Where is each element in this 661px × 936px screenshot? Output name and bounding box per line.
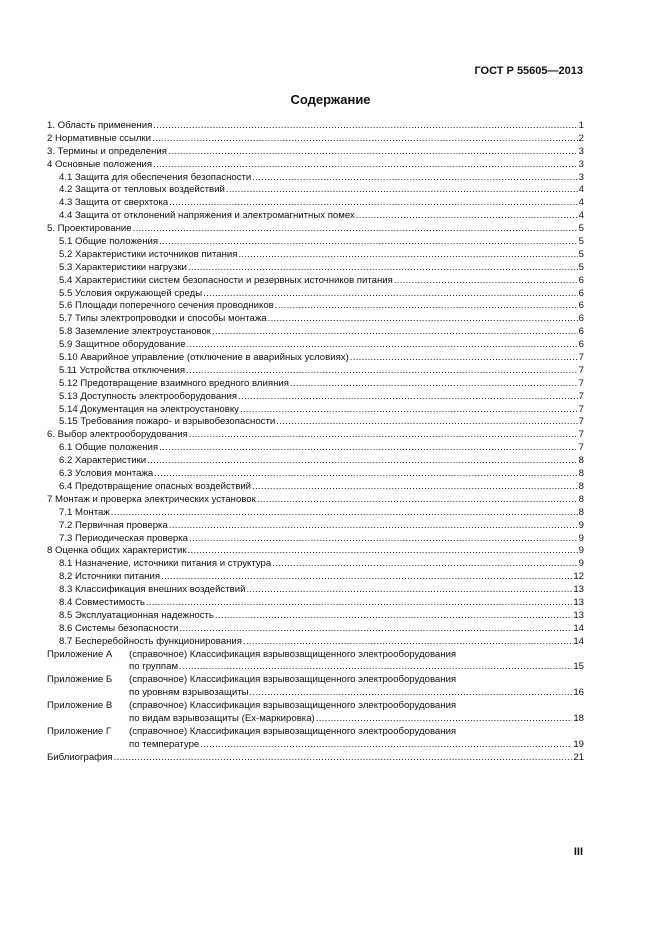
appendix-code: Приложение Г (47, 725, 112, 737)
dot-leader (186, 365, 578, 378)
toc-entry-page: 5 (578, 248, 584, 260)
toc-entry-title: 8.4 Совместимость (59, 596, 145, 608)
dot-leader (187, 339, 578, 352)
toc-entry[interactable] (47, 636, 584, 649)
dot-leader (394, 275, 578, 288)
toc-entry[interactable] (47, 365, 584, 378)
toc-entry-page: 7 (578, 352, 584, 364)
toc-entry[interactable] (47, 404, 584, 417)
toc-entry-title: 8.3 Классификация внешних воздействий (59, 584, 246, 596)
toc-entry[interactable] (47, 339, 584, 352)
toc-entry-title: 7.1 Монтаж (59, 506, 110, 518)
toc-entry-title: 6.2 Характеристики (59, 455, 147, 467)
dot-leader (316, 713, 573, 726)
toc-entry-title: 7.2 Первичная проверка (59, 519, 168, 531)
dot-leader (290, 378, 578, 391)
toc-entry-title: 7.3 Периодическая проверка (59, 532, 189, 544)
dot-leader (275, 300, 578, 313)
dot-leader (250, 687, 573, 700)
toc-entry-page: 6 (578, 313, 584, 325)
toc-entry-title: 5.11 Устройства отключения (59, 364, 186, 376)
toc-entry-page: 5 (578, 223, 584, 235)
toc-entry-page: 3 (578, 171, 584, 183)
toc-entry-title: 8.7 Бесперебойность функционирования (59, 635, 242, 647)
appendix-title-continued: по температуре (129, 738, 200, 750)
toc-entry-title: 5.15 Требования пожаро- и взрывобезопасности (59, 416, 276, 428)
dot-leader (154, 468, 577, 481)
toc-entry[interactable] (47, 133, 584, 146)
dot-leader (272, 558, 577, 571)
toc-entry-page: 6 (578, 339, 584, 351)
toc-entry-title: 5.9 Защитное оборудование (59, 339, 186, 351)
dot-leader (153, 120, 577, 133)
dot-leader (243, 636, 572, 649)
toc-entry[interactable] (47, 236, 584, 249)
toc-entry[interactable] (47, 584, 584, 597)
toc-entry-title: 5.10 Аварийное управление (отключение в аварийных условиях) (59, 352, 349, 364)
toc-entry[interactable] (47, 429, 584, 442)
toc-entry[interactable] (47, 378, 584, 391)
dot-leader (146, 597, 572, 610)
appendix-page: 19 (573, 738, 584, 750)
dot-leader (189, 533, 578, 546)
toc-entry-page: 5 (578, 236, 584, 248)
toc-entry[interactable] (47, 494, 584, 507)
standard-header: ГОСТ Р 55605—2013 (474, 65, 583, 77)
appendix-page: 16 (573, 687, 584, 699)
toc-entry[interactable] (47, 352, 584, 365)
dot-leader (161, 571, 572, 584)
dot-leader (257, 494, 578, 507)
appendix-title-continued: по уровням взрывозащиты (129, 687, 249, 699)
dot-leader (350, 352, 578, 365)
toc-entry[interactable] (47, 610, 584, 623)
toc-entry-title: 5.6 Площади поперечного сечения проводников (59, 300, 274, 312)
toc-entry[interactable] (47, 571, 584, 584)
toc-entry-title: 5.2 Характеристики источников питания (59, 248, 238, 260)
dot-leader (356, 210, 578, 223)
toc-entry[interactable] (47, 455, 584, 468)
dot-leader (111, 507, 578, 520)
toc-appendix-entry[interactable] (47, 674, 584, 700)
toc-entry-title: 4.4 Защита от отклонений напряжения и электромагнитных помех (59, 210, 355, 222)
appendix-title-continued: по видам взрывозащиты (Ех-маркировка) (129, 712, 315, 724)
dot-leader (268, 313, 578, 326)
toc-entry-title: 4 Основные положения (47, 158, 153, 170)
toc-entry-title: 4.3 Защита от сверхтока (59, 197, 169, 209)
dot-leader (212, 326, 578, 339)
toc-entry-title: 8.6 Системы безопасности (59, 622, 179, 634)
toc-entry-page: 7 (578, 416, 584, 428)
toc-appendix-entry[interactable] (47, 649, 584, 675)
toc-entry-page: 6 (578, 287, 584, 299)
appendix-code: Приложение А (47, 648, 113, 660)
toc-entry-page: 12 (573, 571, 584, 583)
toc-entry-title: 5.12 Предотвращение взаимного вредного влияния (59, 377, 289, 389)
toc-entry-title: 5.5 Условия окружающей среды (59, 287, 203, 299)
toc-entry-page: 1 (578, 120, 584, 131)
toc-entry-page: 13 (573, 596, 584, 608)
toc-entry[interactable] (47, 249, 584, 262)
dot-leader (152, 133, 578, 146)
appendix-title: (справочное) Классификация взрывозащищенного электрооборудования (129, 648, 457, 660)
toc-entry[interactable] (47, 262, 584, 275)
toc-bibliography-entry[interactable] (47, 752, 584, 765)
toc-entry[interactable] (47, 391, 584, 404)
dot-leader (238, 249, 577, 262)
toc-entry-title: 2 Нормативные ссылки (47, 132, 152, 144)
toc-entry[interactable] (47, 597, 584, 610)
dot-leader (276, 416, 577, 429)
toc-entry-page: 6 (578, 274, 584, 286)
toc-entry-title: 7 Монтаж и проверка электрических установок (47, 493, 256, 505)
toc-entry-page: 9 (578, 545, 584, 557)
dot-leader (159, 236, 578, 249)
dot-leader (252, 172, 577, 185)
toc-entry-title: 5.8 Заземление электроустановок (59, 326, 211, 338)
toc-entry-page: 6 (578, 326, 584, 338)
appendix-title: (справочное) Классификация взрывозащищенного электрооборудования (129, 725, 457, 737)
toc-entry-page: 2 (578, 132, 584, 144)
dot-leader (159, 442, 578, 455)
toc-entry-title: 3. Термины и определения (47, 145, 167, 157)
toc-entry[interactable] (47, 545, 584, 558)
dot-leader (169, 520, 578, 533)
toc-entry-title: 1. Область применения (47, 120, 153, 131)
toc-entry-title: 5.1 Общие положения (59, 236, 159, 248)
dot-leader (133, 223, 578, 236)
toc-entry-page: 14 (573, 622, 584, 634)
appendix-page: 18 (573, 712, 584, 724)
dot-leader (226, 184, 578, 197)
toc-entry[interactable] (47, 468, 584, 481)
toc-entry-page: 6 (578, 300, 584, 312)
toc-entry-page: 5 (578, 261, 584, 273)
toc-entry-title: 8.2 Источники питания (59, 571, 161, 583)
toc-entry-title: 5.14 Документация на электроустановку (59, 403, 239, 415)
toc-entry[interactable] (47, 120, 584, 133)
toc-entry-page: 7 (578, 442, 584, 454)
toc-entry-page: 8 (578, 493, 584, 505)
toc-entry[interactable] (47, 313, 584, 326)
toc-entry-title: 8.1 Назначение, источники питания и структура (59, 558, 272, 570)
toc-entry-page: 8 (578, 506, 584, 518)
toc-entry-page: 7 (578, 377, 584, 389)
toc-entry-page: 4 (578, 184, 584, 196)
toc-entry-page: 3 (578, 158, 584, 170)
toc-appendix-entry[interactable] (47, 726, 584, 752)
toc-entry-title: 4.2 Защита от тепловых воздействий (59, 184, 225, 196)
toc-entry-page: 4 (578, 210, 584, 222)
dot-leader (252, 481, 578, 494)
toc-entry-title: 8 Оценка общих характеристик (47, 545, 187, 557)
toc-entry-title: 5.4 Характеристики систем безопасности и резервных источников питания (59, 274, 393, 286)
table-of-contents (47, 120, 584, 765)
toc-entry-title: 5.13 Доступность электрооборудования (59, 390, 238, 402)
toc-entry-page: 7 (578, 364, 584, 376)
toc-entry-page: 3 (578, 145, 584, 157)
toc-entry[interactable] (47, 623, 584, 636)
toc-entry-page: 13 (573, 584, 584, 596)
toc-entry-page: 14 (573, 635, 584, 647)
toc-entry-page: 7 (578, 390, 584, 402)
toc-entry[interactable] (47, 558, 584, 571)
dot-leader (114, 752, 573, 765)
dot-leader (153, 159, 578, 172)
toc-entry-title: 5.3 Характеристики нагрузки (59, 261, 187, 273)
toc-entry-title: 6.1 Общие положения (59, 442, 159, 454)
page-number: III (573, 846, 583, 858)
appendix-code: Приложение В (47, 700, 113, 712)
toc-entry[interactable] (47, 326, 584, 339)
toc-entry-page: 9 (578, 519, 584, 531)
toc-entry-page: 7 (578, 403, 584, 415)
toc-entry[interactable] (47, 520, 584, 533)
dot-leader (168, 146, 578, 159)
toc-entry-page: 13 (573, 609, 584, 621)
dot-leader (179, 661, 572, 674)
dot-leader (180, 623, 573, 636)
toc-entry-page: 8 (578, 480, 584, 492)
toc-entry[interactable] (47, 172, 584, 185)
appendix-title: (справочное) Классификация взрывозащищенного электрооборудования (129, 700, 457, 712)
toc-entry-page: 8 (578, 455, 584, 467)
appendix-title: (справочное) Классификация взрывозащищенного электрооборудования (129, 674, 457, 686)
dot-leader (169, 197, 577, 210)
dot-leader (188, 545, 578, 558)
toc-entry[interactable] (47, 184, 584, 197)
toc-appendix-entry[interactable] (47, 700, 584, 726)
appendix-title-continued: по группам (129, 661, 179, 673)
toc-entry[interactable] (47, 442, 584, 455)
appendix-page: 15 (573, 661, 584, 673)
toc-entry-title: 5. Проектирование (47, 223, 132, 235)
toc-entry-page: 8 (578, 468, 584, 480)
toc-entry-page: 7 (578, 429, 584, 441)
page-title: Содержание (290, 92, 371, 107)
toc-entry[interactable] (47, 197, 584, 210)
toc-entry-title: 6.3 Условия монтажа (59, 468, 154, 480)
dot-leader (189, 429, 578, 442)
toc-entry[interactable] (47, 533, 584, 546)
appendix-code: Приложение Б (47, 674, 113, 686)
dot-leader (240, 404, 578, 417)
toc-entry-title: 5.7 Типы электропроводки и способы монтажа (59, 313, 267, 325)
toc-entry-title: 6. Выбор электрооборудования (47, 429, 188, 441)
dot-leader (238, 391, 578, 404)
toc-entry[interactable] (47, 223, 584, 236)
toc-entry-page: 9 (578, 558, 584, 570)
dot-leader (215, 610, 572, 623)
toc-entry-title: 4.1 Защита для обеспечения безопасности (59, 171, 252, 183)
toc-entry-title: 8.5 Эксплуатационная надежность (59, 609, 214, 621)
toc-entry-title: 6.4 Предотвращение опасных воздействий (59, 480, 252, 492)
toc-entry[interactable] (47, 300, 584, 313)
toc-entry[interactable] (47, 146, 584, 159)
dot-leader (188, 262, 578, 275)
toc-entry[interactable] (47, 507, 584, 520)
bibliography-title: Библиография (47, 751, 113, 763)
toc-entry-page: 4 (578, 197, 584, 209)
toc-entry[interactable] (47, 159, 584, 172)
toc-entry[interactable] (47, 275, 584, 288)
dot-leader (203, 288, 578, 301)
dot-leader (147, 455, 578, 468)
toc-entry-page: 9 (578, 532, 584, 544)
dot-leader (246, 584, 572, 597)
bibliography-page: 21 (573, 751, 584, 763)
toc-entry[interactable] (47, 288, 584, 301)
toc-entry[interactable] (47, 481, 584, 494)
toc-entry[interactable] (47, 416, 584, 429)
dot-leader (200, 739, 572, 752)
toc-entry[interactable] (47, 210, 584, 223)
